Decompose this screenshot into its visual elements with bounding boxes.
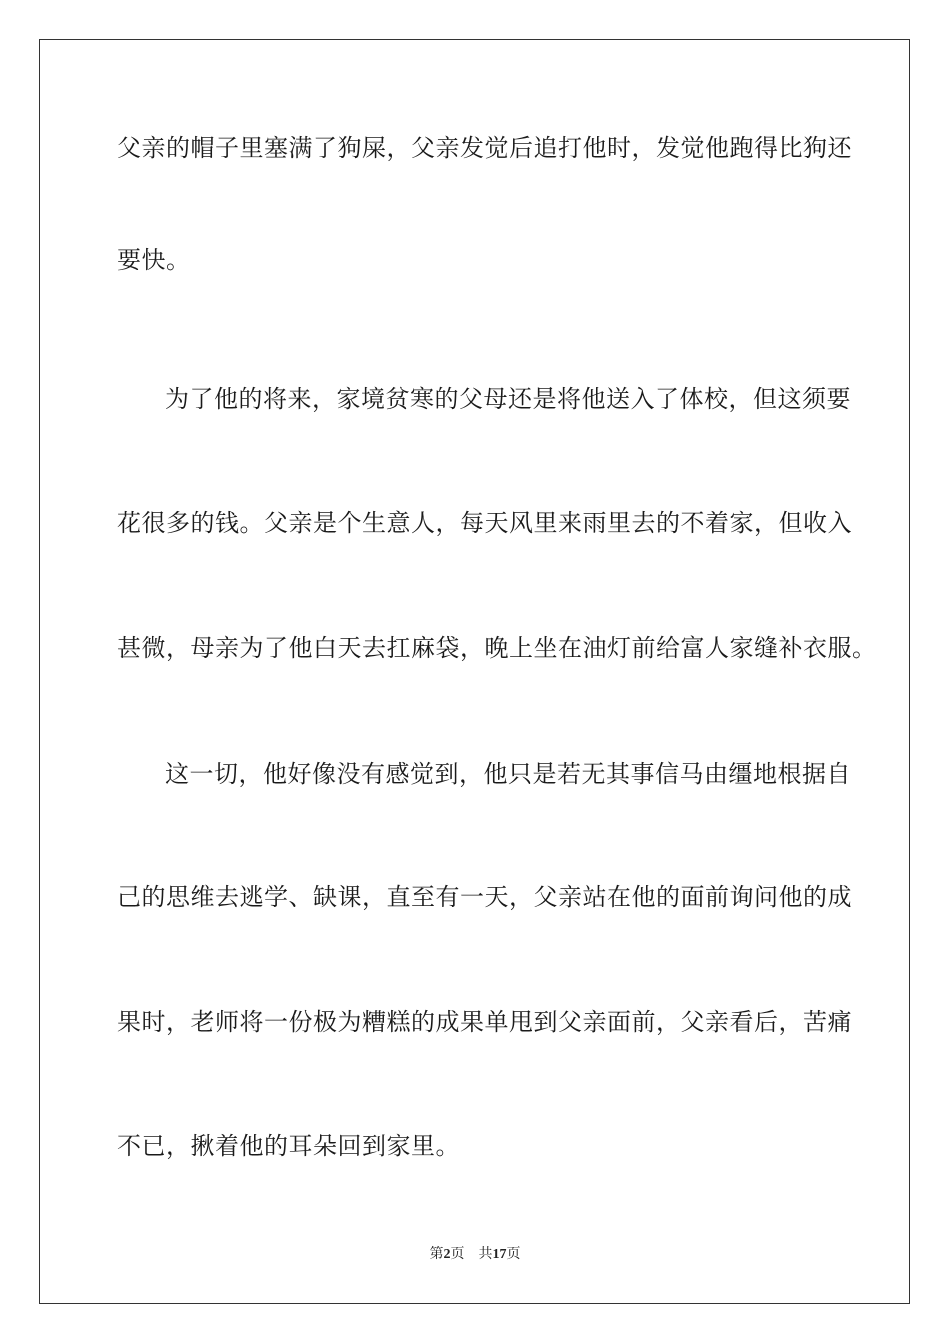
text-line-8: 果时，老师将一份极为糟糕的成果单甩到父亲面前，父亲看后，苦痛 <box>117 1008 852 1036</box>
text-line-2: 要快。 <box>117 246 191 274</box>
text-line-4: 花很多的钱。父亲是个生意人，每天风里来雨里去的不着家，但收入 <box>117 509 852 537</box>
page-suffix: 页 <box>450 1247 465 1262</box>
text-line-6: 这一切，他好像没有感觉到，他只是若无其事信马由缰地根据自 <box>165 760 851 788</box>
page-prefix: 第 <box>429 1247 444 1262</box>
text-line-9: 不已，揪着他的耳朵回到家里。 <box>117 1132 460 1160</box>
page-border <box>39 39 910 1304</box>
total-prefix: 共 <box>478 1247 493 1262</box>
text-line-5: 甚微，母亲为了他白天去扛麻袋，晚上坐在油灯前给富人家缝补衣服。 <box>117 634 877 662</box>
text-line-7: 己的思维去逃学、缺课，直至有一天，父亲站在他的面前询问他的成 <box>117 883 852 911</box>
total-suffix: 页 <box>506 1247 521 1262</box>
total-pages: 17 <box>492 1247 507 1262</box>
text-line-1: 父亲的帽子里塞满了狗屎，父亲发觉后追打他时，发觉他跑得比狗还 <box>117 134 852 162</box>
page-footer <box>0 1246 950 1264</box>
text-line-3: 为了他的将来，家境贫寒的父母还是将他送入了体校，但这须要 <box>165 385 851 413</box>
page-number: 2 <box>443 1247 451 1262</box>
